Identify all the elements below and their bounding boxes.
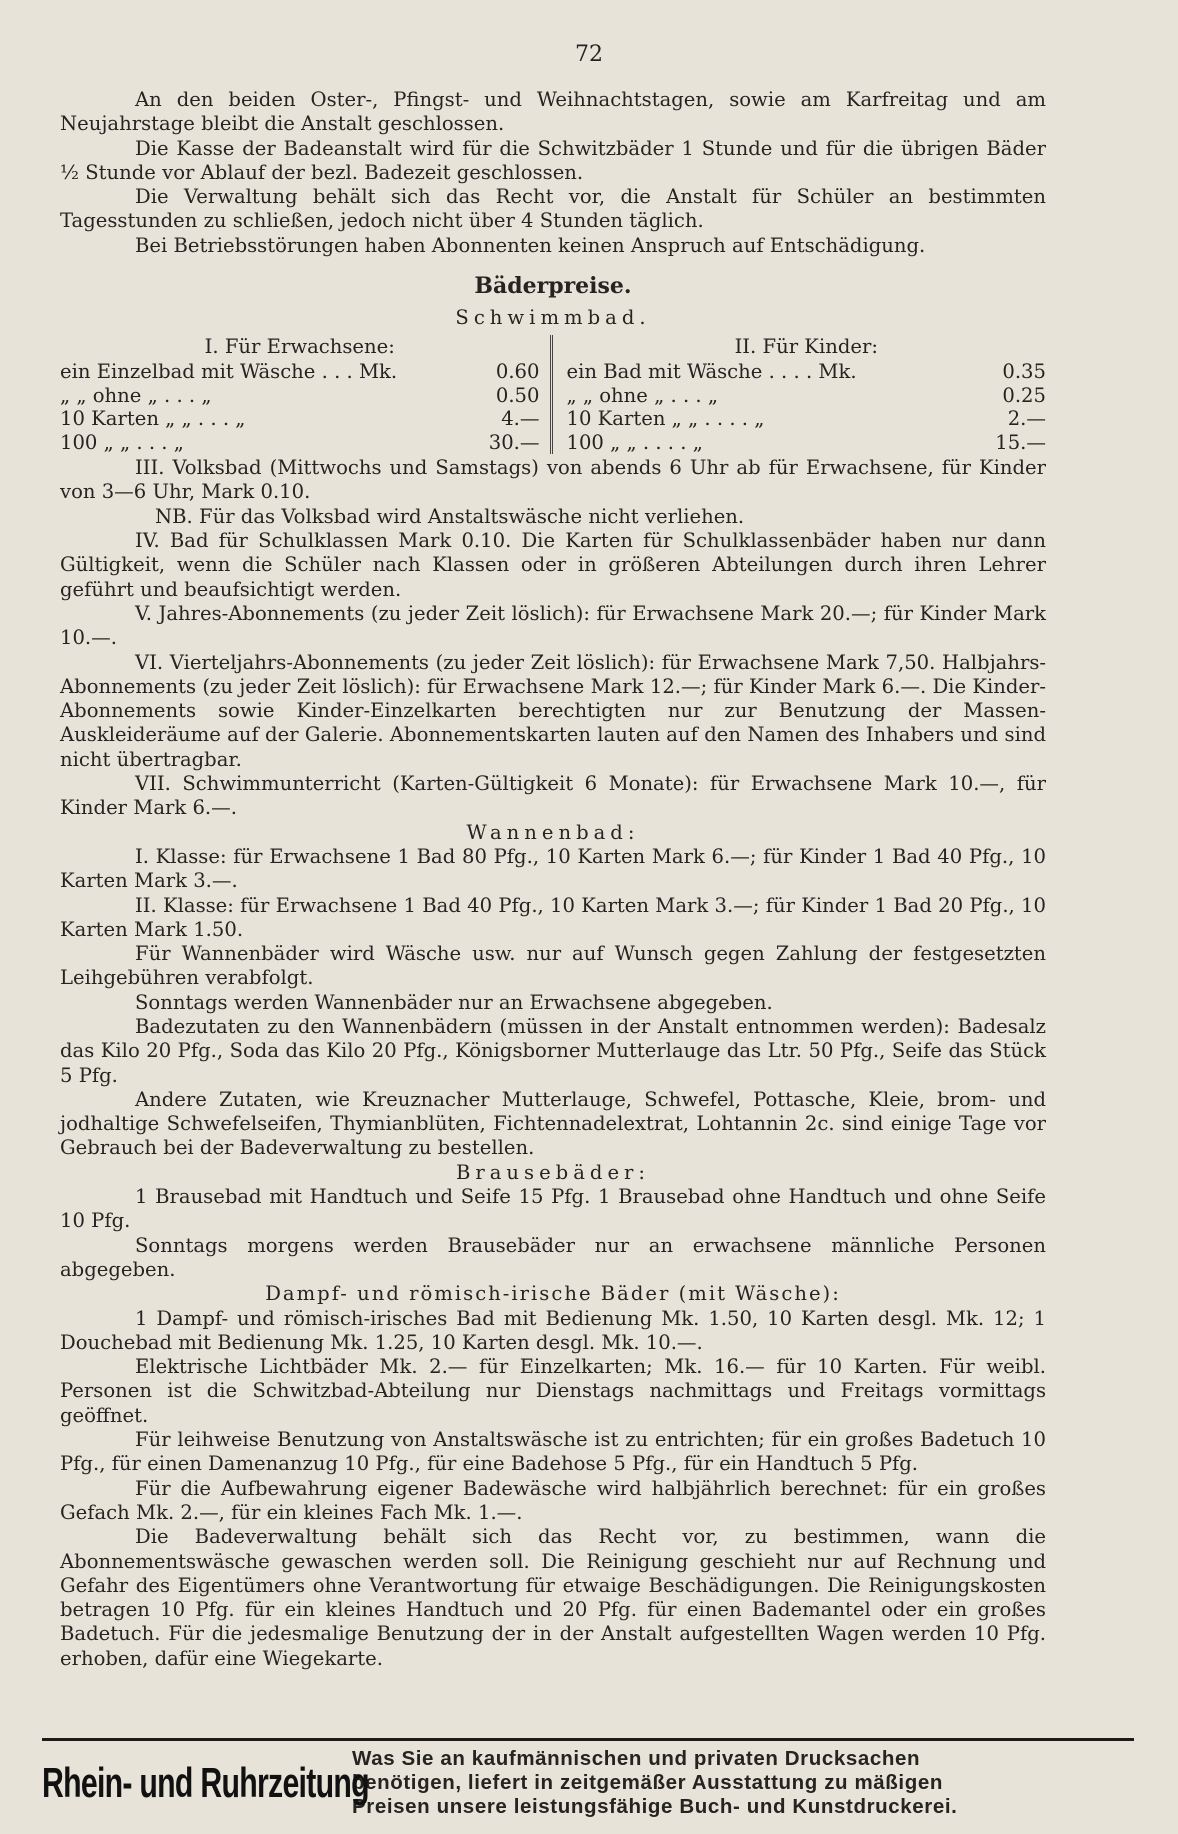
paragraph-disruptions: Bei Betriebsstörungen haben Abonnenten keinen Anspruch auf Entschädigung.	[135, 233, 926, 257]
price-row: ein Einzelbad mit Wäsche . . . Mk. 0.60	[60, 360, 540, 384]
paragraph-tub-sundays: Sonntags werden Wannenbäder nur an Erwachsene abgegeben.	[135, 990, 773, 1014]
paragraph-quarterly-subscription: VI. Vierteljahrs-Abonnements (zu jeder Zeit löslich): für Erwachsene Mark 7,50. Halbjahrs-Abonnements (zu jeder Zeit löslich): für Erwachsene Mark 12.—; für Kinder Mark 6.—. Die Kinder-Abonnements sowie Kinder-Einzelkarten berechtigten nur zur Benutzung der Massen-Auskleideräume auf der Galerie. Abonnementskarten lauten auf den Namen des Inhabers und sind nicht übertragbar.	[60, 650, 1046, 771]
paragraph-volksbad: III. Volksbad (Mittwochs und Samstags) von abends 6 Uhr ab für Erwachsene, für Kinder von 3—6 Uhr, Mark 0.10.	[60, 456, 1046, 504]
price-row: ein Bad mit Wäsche . . . . Mk. 0.35	[566, 360, 1046, 384]
paragraph-school-classes: IV. Bad für Schulklassen Mark 0.10. Die Karten für Schulklassenbäder haben nur dann Gültigkeit, wenn die Schüler nach Klassen oder in größeren Abteilungen durch ihren Lehrer geführt und beaufsichtigt werden.	[60, 529, 1046, 601]
ad-line: Preisen unsere leistungsfähige Buch- und Kunstdruckerei.	[352, 1795, 958, 1818]
section-heading-prices: Bäderpreise.	[474, 273, 632, 300]
price-row: „ „ ohne „ . . . „ 0.50	[60, 383, 540, 407]
paragraph-cashier-hours: Die Kasse der Badeanstalt wird für die Schwitzbäder 1 Stunde und für die übrigen Bäder ½ Stunde vor Ablauf der bezl. Badezeit geschlossen.	[60, 136, 1046, 184]
paragraph-tub-other-additives: Andere Zutaten, wie Kreuznacher Mutterlauge, Schwefel, Pottasche, Kleie, brom- und jodhaltige Schwefelseifen, Thymianblüten, Fichtennadelextrat, Lohtannin 2c. sind einige Tage vor Gebrauch bei der Badeverwaltung zu bestellen.	[60, 1087, 1046, 1160]
paragraph-tub-class-2: II. Klasse: für Erwachsene 1 Bad 40 Pfg., 10 Karten Mark 3.—; für Kinder 1 Bad 20 Pfg., 10 Karten Mark 1.50.	[60, 893, 1046, 941]
price-column-kids	[553, 335, 1047, 455]
price-row: 100 „ „ . . . . „ 15.—	[566, 430, 1046, 454]
paragraph-shower-sundays: Sonntags morgens werden Brausebäder nur an erwachsene männliche Personen abgegeben.	[60, 1233, 1046, 1281]
paragraph-storage: Für die Aufbewahrung eigener Badewäsche wird halbjährlich berechnet: für ein großes Gefach Mk. 2.—, für ein kleines Fach Mk. 1.—.	[60, 1476, 1046, 1524]
price-table	[60, 335, 1046, 455]
paragraph-light-baths: Elektrische Lichtbäder Mk. 2.— für Einzelkarten; Mk. 16.— für 10 Karten. Für weibl. Personen ist die Schwitzbad-Abteilung nur Dienstags nachmittags und Freitags vormittags geöffnet.	[60, 1355, 1046, 1427]
advertisement-text	[352, 1747, 1134, 1819]
price-column-adults-heading: I. Für Erwachsene:	[204, 334, 395, 358]
ad-line: benötigen, liefert in zeitgemäßer Ausstattung zu mäßigen	[352, 1771, 943, 1794]
paragraph-nb: NB. Für das Volksbad wird Anstaltswäsche nicht verliehen.	[155, 504, 745, 528]
subheading-showers: Brausebäder:	[455, 1160, 651, 1184]
price-column-adults	[60, 335, 553, 455]
price-row: 100 „ „ . . . „ 30.—	[60, 430, 540, 454]
paragraph-swimming-lessons: VII. Schwimmunterricht (Karten-Gültigkeit 6 Monate): für Erwachsene Mark 10.—, für Kinder Mark 6.—.	[60, 772, 1046, 820]
paragraph-school-hours: Die Verwaltung behält sich das Recht vor, die Anstalt für Schüler an bestimmten Tagesstunden zu schließen, jedoch nicht über 4 Stunden täglich.	[60, 185, 1046, 233]
ad-line: Was Sie an kaufmännischen und privaten Drucksachen	[352, 1747, 921, 1770]
paragraph-cleaning: Die Badeverwaltung behält sich das Recht vor, zu bestimmen, wann die Abonnementswäsche gewaschen werden soll. Die Reinigung geschieht nur auf Rechnung und Gefahr des Eigentümers ohne Verantwortung für etwaige Beschädigungen. Die Reinigungskosten betragen 10 Pfg. für ein kleines Handtuch und 20 Pfg. für einen Bademantel oder ein großes Badetuch. Für die jedesmalige Benutzung der in der Anstalt aufgestellten Wagen werden 10 Pfg. erhoben, dafür eine Wiegekarte.	[60, 1525, 1046, 1670]
paragraph-linen-rental: Für leihweise Benutzung von Anstaltswäsche ist zu entrichten; für ein großes Badetuch 10 Pfg., für einen Damenanzug 10 Pfg., für eine Badehose 5 Pfg., für ein Handtuch 5 Pfg.	[60, 1428, 1046, 1476]
price-column-kids-heading: II. Für Kinder:	[734, 334, 878, 358]
price-row: 10 Karten „ „ . . . . „ 2.—	[566, 407, 1046, 431]
subheading-tub-bath: Wannenbad:	[466, 820, 640, 844]
document-body	[60, 88, 1046, 1671]
price-row: 10 Karten „ „ . . . „ 4.—	[60, 407, 540, 431]
paragraph-tub-linen: Für Wannenbäder wird Wäsche usw. nur auf Wunsch gegen Zahlung der festgesetzten Leihgebühren verabfolgt.	[60, 942, 1046, 990]
paragraph-steam-prices: 1 Dampf- und römisch-irisches Bad mit Bedienung Mk. 1.50, 10 Karten desgl. Mk. 12; 1 Douchebad mit Bedienung Mk. 1.25, 10 Karten desgl. Mk. 10.—.	[60, 1306, 1046, 1354]
price-row: „ „ ohne „ . . . „ 0.25	[566, 383, 1046, 407]
paragraph-annual-subscription: V. Jahres-Abonnements (zu jeder Zeit löslich): für Erwachsene Mark 20.—; für Kinder Mark 10.—.	[60, 601, 1046, 650]
paragraph-shower-prices: 1 Brausebad mit Handtuch und Seife 15 Pfg. 1 Brausebad ohne Handtuch und ohne Seife 10 Pfg.	[60, 1185, 1046, 1233]
advertisement	[42, 1738, 1134, 1825]
paragraph-closing-days: An den beiden Oster-, Pfingst- und Weihnachtstagen, sowie am Karfreitag und am Neujahrstage bleibt die Anstalt geschlossen.	[60, 88, 1046, 136]
paragraph-tub-class-1: I. Klasse: für Erwachsene 1 Bad 80 Pfg., 10 Karten Mark 6.—; für Kinder 1 Bad 40 Pfg., 10 Karten Mark 3.—.	[60, 844, 1046, 893]
newspaper-logo: Rhein- und Ruhrzeitung	[42, 1759, 369, 1806]
page-number: 72	[575, 42, 603, 67]
subheading-steam-baths: Dampf- und römisch-irische Bäder (mit Wäsche):	[265, 1282, 841, 1306]
subheading-swimming-bath: Schwimmbad.	[455, 306, 651, 330]
paragraph-tub-additives: Badezutaten zu den Wannenbädern (müssen in der Anstalt entnommen werden): Badesalz das Kilo 20 Pfg., Soda das Kilo 20 Pfg., Königsborner Mutterlauge das Ltr. 50 Pfg., Seife das Stück 5 Pfg.	[60, 1015, 1046, 1087]
